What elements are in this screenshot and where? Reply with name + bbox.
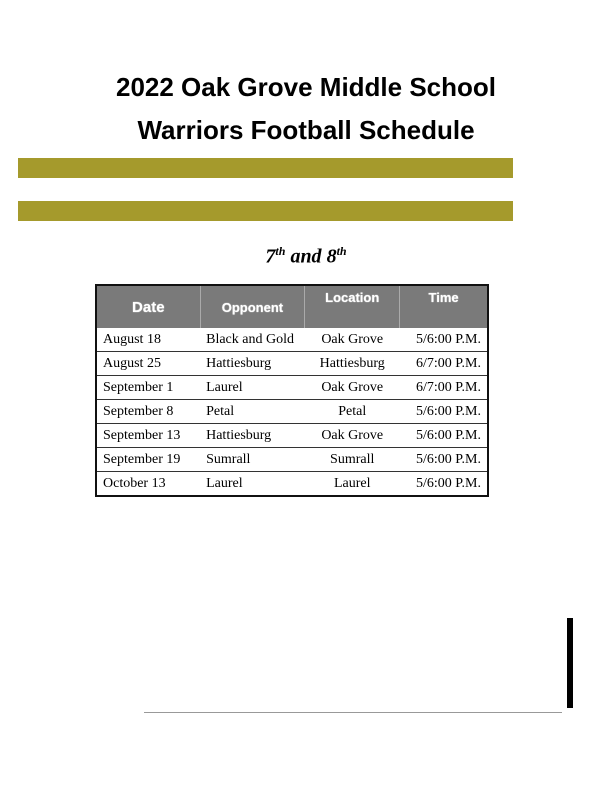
cell-time: 5/6:00 P.M. [400, 328, 488, 352]
cell-date: September 13 [96, 424, 200, 448]
header-time: Time [400, 285, 488, 328]
cell-location: Hattiesburg [305, 352, 400, 376]
cell-date: October 13 [96, 472, 200, 497]
cell-time: 6/7:00 P.M. [400, 376, 488, 400]
cell-date: September 1 [96, 376, 200, 400]
grade-levels-heading [0, 244, 612, 269]
grade-seventh: 7 [265, 245, 276, 268]
title-line-1: 2022 Oak Grove Middle School [115, 72, 497, 102]
cell-opponent: Petal [200, 400, 305, 424]
header-opponent: Opponent [200, 285, 305, 328]
cell-date: August 25 [96, 352, 200, 376]
table-header-row [96, 285, 488, 328]
cell-location: Oak Grove [305, 376, 400, 400]
cell-opponent: Laurel [200, 376, 305, 400]
schedule-table [95, 284, 489, 497]
header-location: Location [305, 285, 400, 328]
table-row [96, 352, 488, 376]
cell-date: August 18 [96, 328, 200, 352]
grade-joiner: and [285, 245, 327, 268]
cell-time: 5/6:00 P.M. [400, 472, 488, 497]
decorative-band-top [18, 158, 513, 178]
cell-time: 5/6:00 P.M. [400, 424, 488, 448]
decorative-band-bottom [18, 201, 513, 221]
cell-opponent: Black and Gold [200, 328, 305, 352]
schedule-body [96, 328, 488, 496]
header-date: Date [96, 285, 200, 328]
cell-opponent: Hattiesburg [200, 424, 305, 448]
cell-location: Oak Grove [305, 424, 400, 448]
cell-opponent: Sumrall [200, 448, 305, 472]
footer-rule [144, 712, 562, 713]
table-row [96, 400, 488, 424]
cell-date: September 19 [96, 448, 200, 472]
vertical-bar [567, 618, 573, 708]
cell-time: 5/6:00 P.M. [400, 400, 488, 424]
table-row [96, 376, 488, 400]
cell-location: Petal [305, 400, 400, 424]
cell-location: Laurel [305, 472, 400, 497]
table-row [96, 424, 488, 448]
title-line-2: Warriors Football Schedule [137, 115, 475, 145]
cell-opponent: Hattiesburg [200, 352, 305, 376]
cell-date: September 8 [96, 400, 200, 424]
cell-location: Oak Grove [305, 328, 400, 352]
cell-time: 6/7:00 P.M. [400, 352, 488, 376]
table-row [96, 328, 488, 352]
grade-seventh-suffix: th [275, 244, 286, 258]
table-row [96, 472, 488, 497]
cell-opponent: Laurel [200, 472, 305, 497]
cell-location: Sumrall [305, 448, 400, 472]
grade-eighth: 8 [326, 245, 337, 268]
table-row [96, 448, 488, 472]
cell-time: 5/6:00 P.M. [400, 448, 488, 472]
grade-eighth-suffix: th [336, 244, 347, 258]
